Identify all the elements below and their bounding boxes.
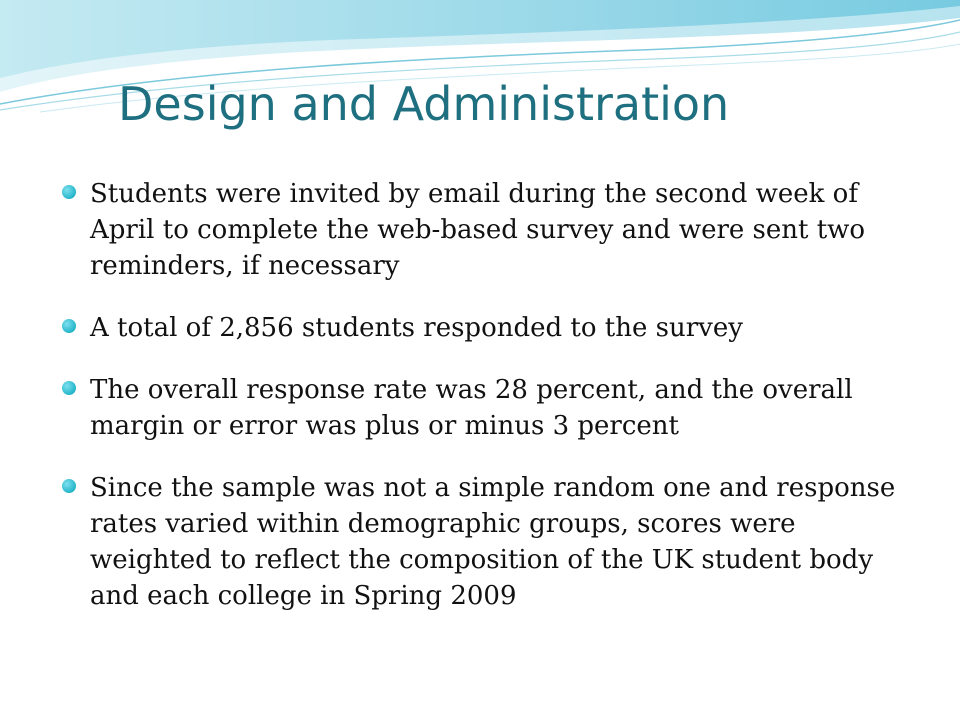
- bullet-dot-icon: [62, 479, 76, 493]
- bullet-text: A total of 2,856 students responded to the survey: [90, 313, 743, 343]
- bullet-item: [62, 470, 902, 614]
- bullet-dot-icon: [62, 381, 76, 395]
- bullet-list: [62, 176, 902, 640]
- bullet-dot-icon: [62, 319, 76, 333]
- slide-title: Design and Administration: [118, 77, 730, 131]
- bullet-dot-icon: [62, 185, 76, 199]
- bullet-text: Since the sample was not a simple random one and response rates varied within demographic groups, scores were weighted to reflect the composition of the UK student body and each college in Spring 2009: [90, 473, 896, 611]
- bullet-item: [62, 372, 902, 444]
- bullet-text: Students were invited by email during the second week of April to complete the web-based survey and were sent two reminders, if necessary: [90, 179, 866, 281]
- bullet-item: [62, 310, 902, 346]
- bullet-item: [62, 176, 902, 284]
- bullet-text: The overall response rate was 28 percent, and the overall margin or error was plus or minus 3 percent: [90, 375, 853, 441]
